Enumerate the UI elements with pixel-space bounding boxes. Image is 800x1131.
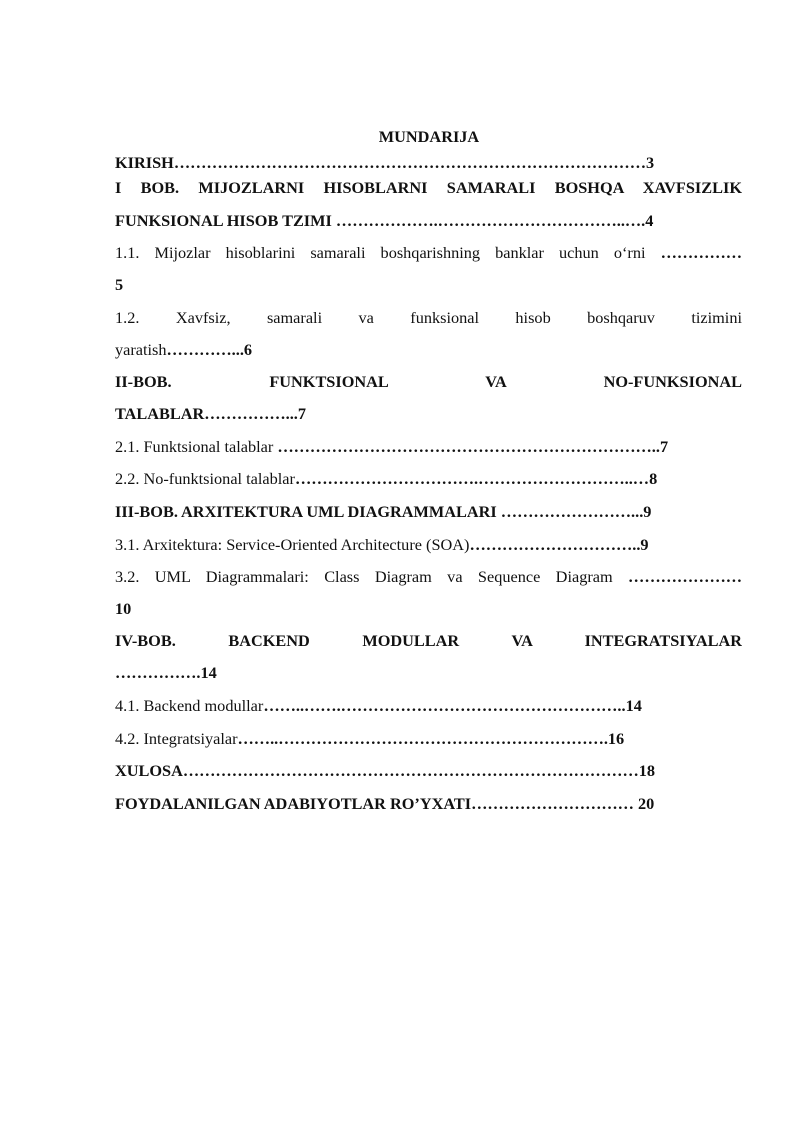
toc-entry-2-2-leader: …………………………….………………………..…8 [294, 469, 658, 488]
toc-entry-2-2 [115, 469, 742, 489]
toc-entry-3-1 [115, 535, 742, 555]
toc-entry-chapter-1-line-2: FUNKSIONAL HISOB TZIMI ……………….……………………………..….4 [115, 211, 654, 230]
toc-entry-3-1-text: 3.1. Arxitektura: Service-Oriented Architecture (SOA) [115, 535, 470, 554]
toc-entry-xulosa: XULOSA…………………………………………………………………………18 [115, 761, 656, 780]
toc-entry-4-2 [115, 729, 742, 749]
toc-entry-1-1-text: 1.1. Mijozlar hisoblarini samarali boshqarishning banklar uchun o‘rni [115, 243, 646, 262]
toc-entry-kirish: KIRISH……………………………………………………………………………3 [115, 153, 655, 172]
toc-entry-1-1-page: 5 [115, 275, 124, 294]
toc-entry-1-1-leader: …………… [660, 243, 742, 262]
toc-entry-1-1 [115, 243, 742, 263]
toc-entry-1-2-line-2 [115, 340, 742, 360]
toc-entry-chapter-4-line-2: …………….14 [115, 663, 217, 682]
toc-entry-chapter-2-line-1: II-BOB. FUNKTSIONAL VA NO-FUNKSIONAL [115, 372, 742, 391]
toc-entry-4-2-leader: ……..…………………………………………………….16 [237, 729, 625, 748]
toc-entry-2-2-text: 2.2. No-funktsional talablar [115, 469, 295, 488]
toc-entry-4-1-leader: ……..…….……………………………………………..14 [263, 696, 642, 715]
toc-entry-chapter-1-line-1: I BOB. MIJOZLARNI HISOBLARNI SAMARALI BOSHQA XAVFSIZLIK [115, 178, 742, 197]
toc-entry-adabiyotlar: FOYDALANILGAN ADABIYOTLAR RO’YXATI………………………… 20 [115, 794, 655, 813]
toc-entry-1-2-text: yaratish [115, 340, 167, 359]
toc-entry-2-1-leader: ……………………………………………………………..7 [273, 437, 669, 456]
toc-entry-3-2-leader: ………………… [628, 567, 742, 586]
toc-entry-2-1-text: 2.1. Funktsional talablar [115, 437, 274, 456]
toc-entry-4-1-text: 4.1. Backend modullar [115, 696, 264, 715]
toc-entry-3-1-leader: …………………………..9 [469, 535, 649, 554]
toc-entry-3-2-text: 3.2. UML Diagrammalari: Class Diagram va Sequence Diagram [115, 567, 613, 586]
toc-title: MUNDARIJA [378, 127, 480, 146]
toc-entry-1-2-line-1: 1.2. Xavfsiz, samarali va funksional hisob boshqaruv tizimini [115, 308, 742, 327]
toc-entry-2-1 [115, 437, 742, 457]
toc-entry-chapter-4-line-1: IV-BOB. BACKEND MODULLAR VA INTEGRATSIYALAR [115, 631, 742, 650]
toc-entry-chapter-2-line-2: TALABLAR……………...7 [115, 404, 307, 423]
toc-entry-4-1 [115, 696, 742, 716]
toc-entry-3-2-page: 10 [115, 599, 132, 618]
toc-entry-1-2-leader: …………...6 [166, 340, 253, 359]
toc-entry-3-2 [115, 567, 742, 587]
toc-entry-4-2-text: 4.2. Integratsiyalar [115, 729, 238, 748]
toc-entry-chapter-3: III-BOB. ARXITEKTURA UML DIAGRAMMALARI ……………………...9 [115, 502, 652, 521]
